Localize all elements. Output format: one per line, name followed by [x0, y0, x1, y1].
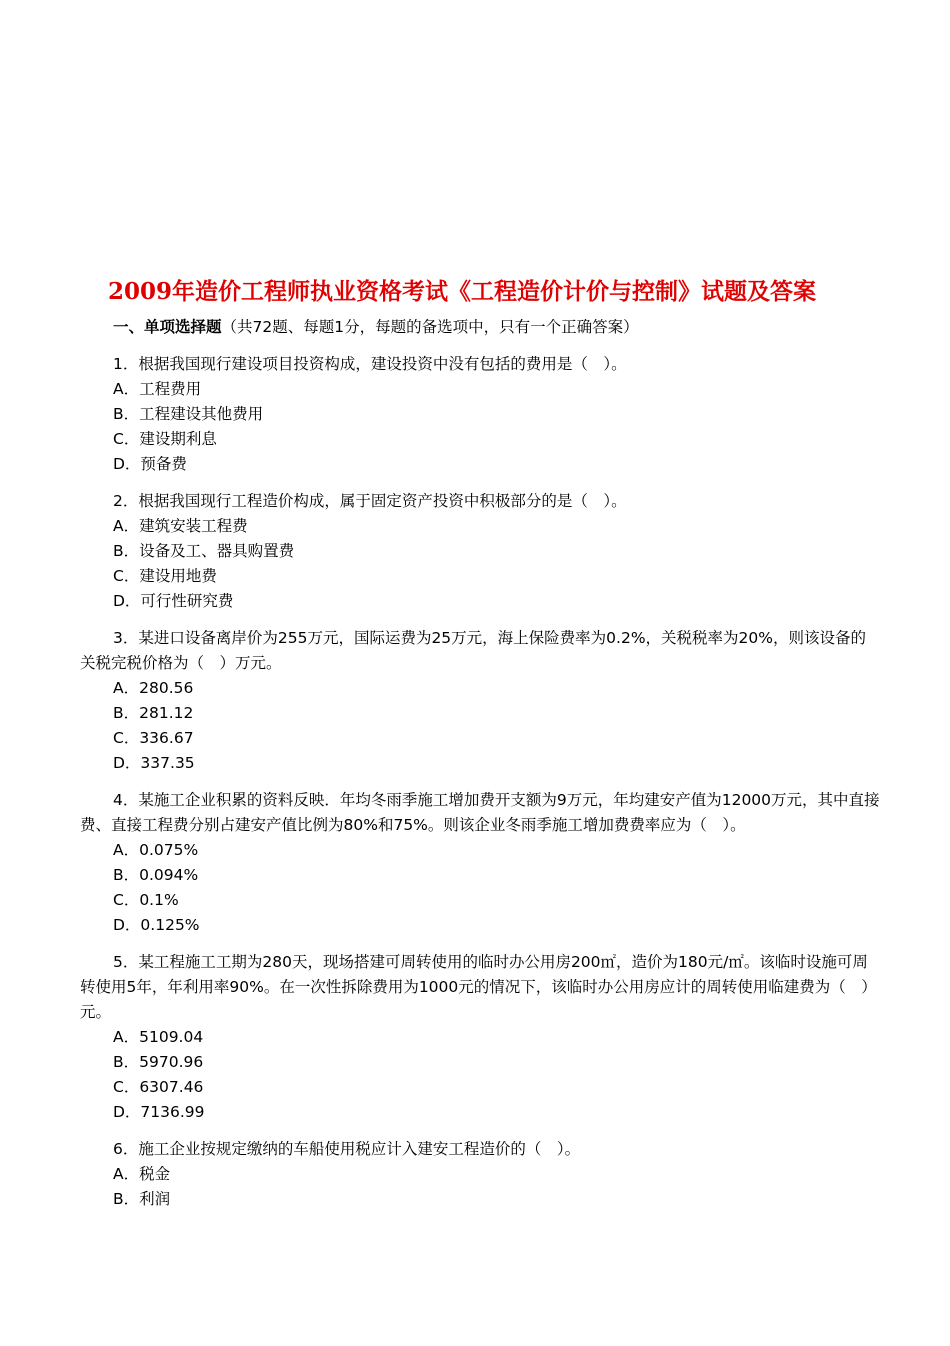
option-b: B．0.094% [113, 866, 199, 884]
option-d: D．7136.99 [113, 1103, 205, 1121]
option-a: A．5109.04 [113, 1028, 204, 1046]
option-a: A．280.56 [113, 679, 194, 697]
option-d: D．337.35 [113, 754, 195, 772]
option-d: D．0.125% [113, 916, 200, 934]
question-stem: 6．施工企业按规定缴纳的车船使用税应计入建安工程造价的（ ）。 [113, 1140, 581, 1158]
question-list [80, 352, 880, 1224]
option-a: A．建筑安装工程费 [113, 517, 248, 535]
option-c: C．6307.46 [113, 1078, 204, 1096]
question-5 [80, 950, 880, 1125]
option-a: A．0.075% [113, 841, 199, 859]
question-stem: 3．某进口设备离岸价为255万元，国际运费为25万元，海上保险费率为0.2%，关税税率为20%，则该设备的关税完税价格为（ ）万元。 [80, 629, 867, 672]
option-c: C．建设用地费 [113, 567, 217, 585]
option-a: A．税金 [113, 1165, 171, 1183]
section-title: 一、单项选择题 [113, 318, 222, 336]
option-b: B．利润 [113, 1190, 171, 1208]
section-heading [113, 316, 639, 338]
question-6 [80, 1137, 880, 1212]
option-b: B．281.12 [113, 704, 194, 722]
document-title: 2009年造价工程师执业资格考试《工程造价计价与控制》试题及答案 [107, 278, 816, 305]
question-stem: 4．某施工企业积累的资料反映．年均冬雨季施工增加费开支额为9万元，年均建安产值为12000万元，其中直接费、直接工程费分别占建安产值比例为80%和75%。则该企业冬雨季施工增加费费率应为（ ）。 [80, 791, 880, 834]
option-b: B．5970.96 [113, 1053, 204, 1071]
option-b: B．设备及工、器具购置费 [113, 542, 295, 560]
question-stem: 2．根据我国现行工程造价构成，属于固定资产投资中积极部分的是（ ）。 [113, 492, 627, 510]
option-d: D．预备费 [113, 455, 187, 473]
option-b: B．工程建设其他费用 [113, 405, 264, 423]
option-c: C．336.67 [113, 729, 194, 747]
question-2 [80, 489, 880, 614]
question-3 [80, 626, 880, 776]
option-c: C．建设期利息 [113, 430, 217, 448]
section-note: （共72题、每题1分，每题的备选项中，只有一个正确答案） [221, 318, 639, 336]
question-stem: 5．某工程施工工期为280天，现场搭建可周转使用的临时办公用房200㎡，造价为180元/㎡。该临时设施可周转使用5年，年利用率90%。在一次性拆除费用为1000元的情况下，该临时办公用房应计的周转使用临建费为（ ）元。 [80, 953, 877, 1021]
question-stem: 1．根据我国现行建设项目投资构成，建设投资中没有包括的费用是（ ）。 [113, 355, 627, 373]
option-a: A．工程费用 [113, 380, 202, 398]
question-1 [80, 352, 880, 477]
option-d: D．可行性研究费 [113, 592, 234, 610]
option-c: C．0.1% [113, 891, 179, 909]
question-4 [80, 788, 880, 938]
